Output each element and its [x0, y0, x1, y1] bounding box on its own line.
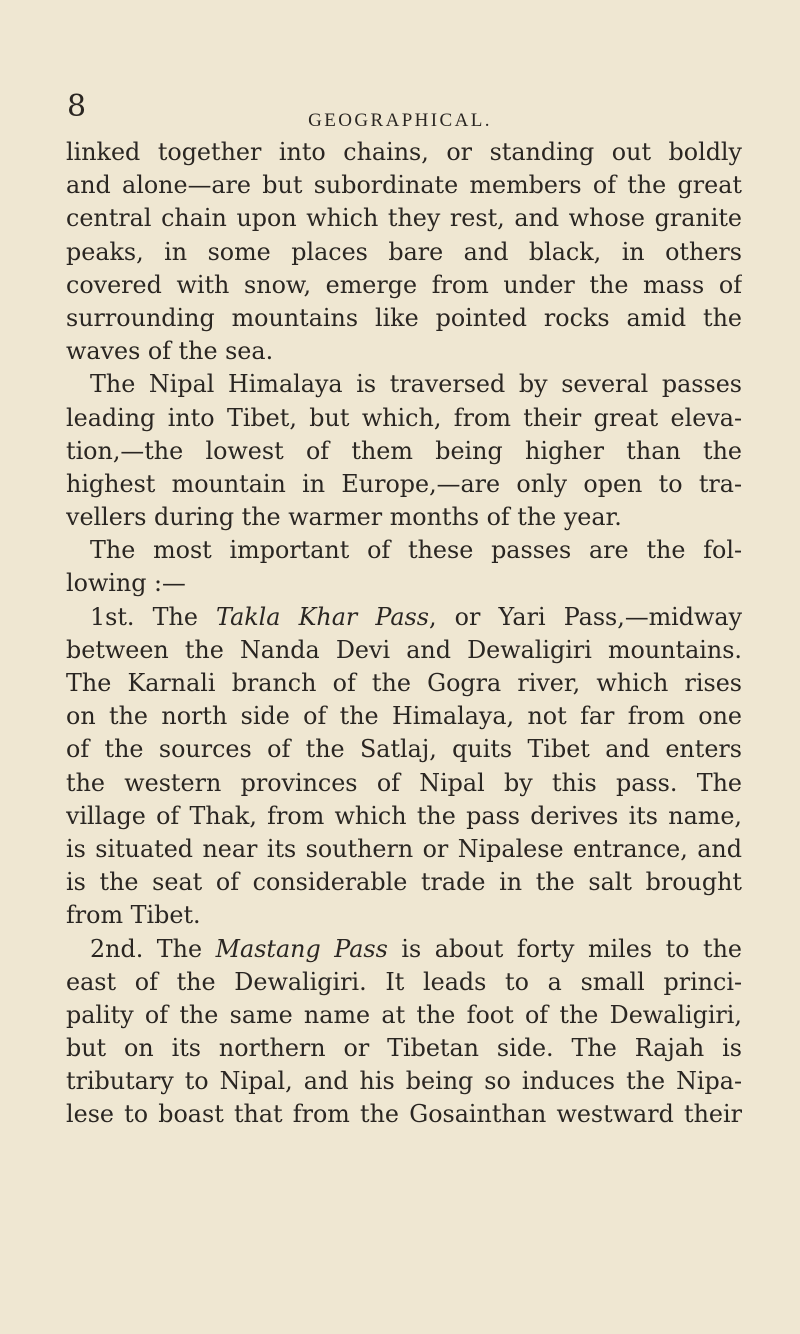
text-line: tion,—the lowest of them being higher than the [66, 436, 742, 465]
text-line: The most important of these passes are the fol- [90, 536, 742, 565]
body-text [66, 136, 742, 1132]
page-number: 8 [67, 89, 87, 124]
text-line: tributary to Nipal, and his being so induces the Nipa- [66, 1067, 742, 1096]
text-line: is the seat of considerable trade in the salt brought [66, 868, 742, 897]
text-line: lowing :— [66, 569, 186, 598]
text-line [66, 601, 742, 634]
text-line: linked together into chains, or standing out boldly [66, 138, 742, 166]
running-title: GEOGRAPHICAL. [308, 110, 492, 131]
text-line: and alone—are but subordinate members of the great [66, 171, 742, 200]
pass-name: Takla Khar Pass [216, 602, 429, 631]
text-line: peaks, in some places bare and black, in others [66, 237, 742, 266]
text-line: east of the Dewaligiri. It leads to a small princi- [66, 967, 742, 996]
text-line: village of Thak, from which the pass derives its name, [66, 801, 742, 830]
text-line: The Nipal Himalaya is traversed by several passes [90, 370, 742, 399]
text-line: pality of the same name at the foot of the Dewaligiri, [66, 1000, 742, 1029]
text-line: The Karnali branch of the Gogra river, which rises [66, 669, 742, 697]
text-segment: 1st. The [90, 602, 217, 631]
text-segment: is about forty miles to the [387, 934, 742, 963]
text-line [66, 933, 742, 966]
text-line: surrounding mountains like pointed rocks amid the [66, 303, 742, 332]
text-line: leading into Tibet, but which, from their great eleva- [66, 403, 742, 432]
text-line: the western provinces of Nipal by this pass. The [66, 768, 742, 797]
text-line: highest mountain in Europe,—are only open to tra- [66, 469, 742, 498]
pass-name: Mastang Pass [215, 934, 388, 963]
text-line: on the north side of the Himalaya, not far from one [66, 702, 742, 731]
text-line: covered with snow, emerge from under the mass of [66, 270, 742, 299]
text-segment: 2nd. The [90, 934, 216, 963]
text-line: but on its northern or Tibetan side. The Rajah is [66, 1034, 742, 1063]
text-line: of the sources of the Satlaj, quits Tibet and enters [66, 735, 742, 764]
text-line: between the Nanda Devi and Dewaligiri mountains. [66, 635, 742, 664]
text-line: lese to boast that from the Gosainthan westward their [66, 1100, 742, 1129]
text-line: from Tibet. [66, 901, 201, 930]
text-line: waves of the sea. [66, 337, 274, 366]
text-line: vellers during the warmer months of the year. [66, 503, 622, 532]
text-segment: , or Yari Pass,—midway [428, 602, 742, 631]
text-line: central chain upon which they rest, and whose granite [66, 204, 742, 233]
text-line: is situated near its southern or Nipalese entrance, and [66, 834, 742, 863]
